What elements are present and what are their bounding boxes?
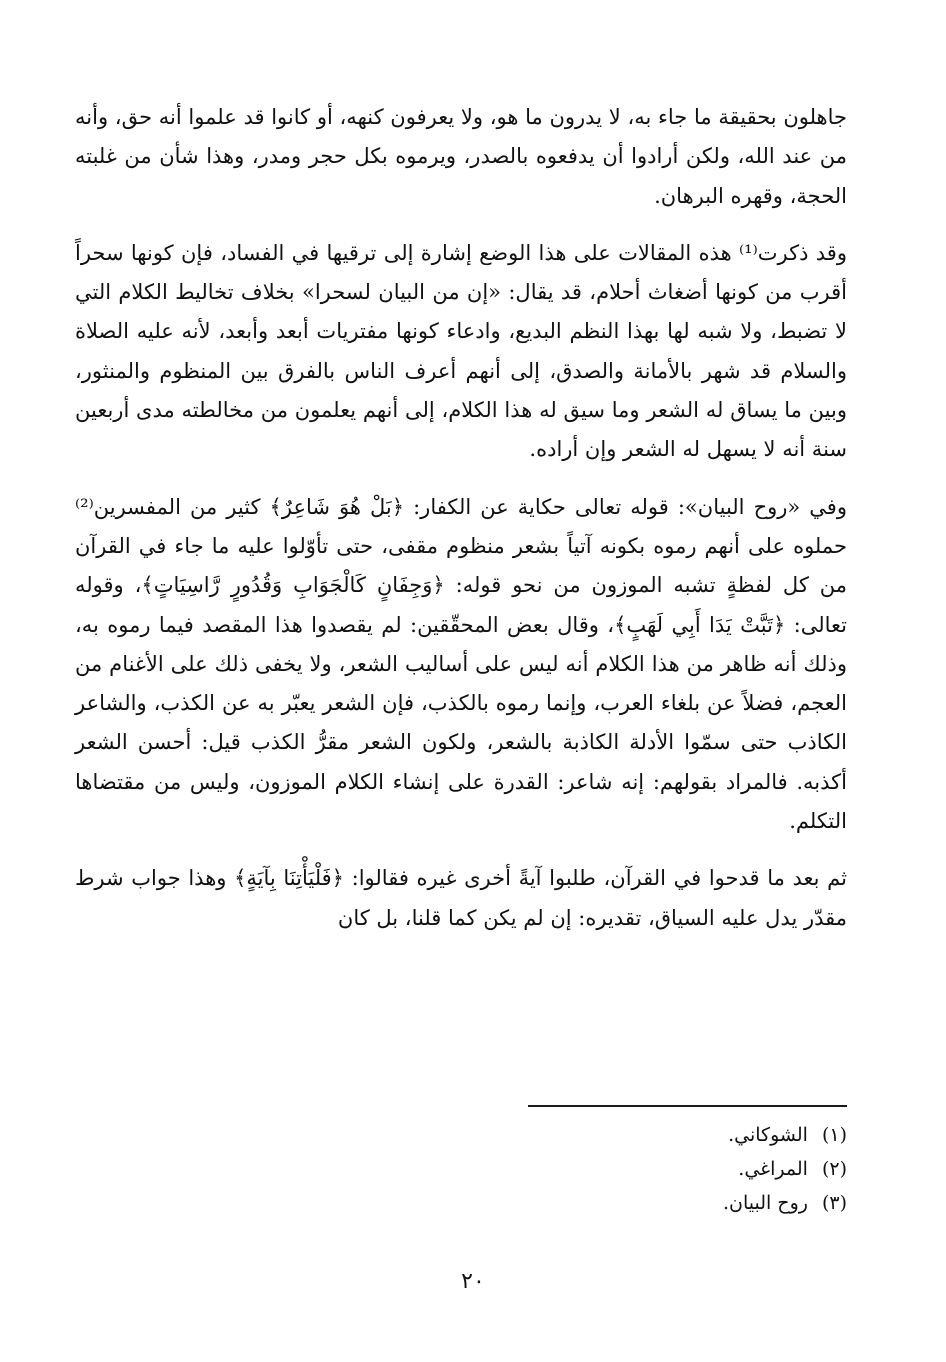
footnote-text: المراغي.	[738, 1158, 808, 1180]
paragraph-1: جاهلون بحقيقة ما جاء به، لا يدرون ما هو، ولا يعرفون كنهه، أو كانوا قد علموا أنه حق، وأنه من عند الله، ولكن أرادوا أن يدفعوه بالصدر، ويرموه بكل حجر ومدر، وهذا شأن من غلبته الحجة، وقهره البرهان.	[75, 105, 847, 208]
footnote-separator	[528, 1105, 847, 1107]
footnote-text: روح البيان.	[722, 1192, 808, 1214]
main-text	[75, 98, 847, 938]
paragraph-2: وقد ذكرت⁽¹⁾ هذه المقالات على هذا الوضع إشارة إلى ترقيها في الفساد، فإن كونها سحراً أقرب من كونها أضغاث أحلام، قد يقال: «إن من البيان لسحرا» بخلاف تخاليط الكلام التي لا تضبط، ولا شبه لها بهذا النظم البديع، وادعاء كونها مفتريات أبعد وأبعد، لأنه عليه الصلاة والسلام قد شهر بالأمانة والصدق، إلى أنهم أعرف الناس بالفرق بين المنظوم والمنثور، وبين ما يساق له الشعر وما سيق له هذا الكلام، إلى أنهم يعلمون من مخالطته مدى أربعين سنة أنه لا يسهل له الشعر وإن أراده.	[75, 240, 847, 462]
page-number: ٢٠	[461, 1269, 485, 1294]
paragraph-3: وفي «روح البيان»: قوله تعالى حكاية عن الكفار: ﴿بَلْ هُوَ شَاعِرٌ﴾ كثير من المفسرين⁽²⁾ حملوه على أنهم رموه بكونه آتياً بشعر منظوم مقفى، حتى تأوّلوا عليه ما جاء في القرآن من كل لفظةٍ تشبه الموزون من نحو قوله: ﴿وَجِفَانٍ كَالْجَوَابِ وَقُدُورٍ رَّاسِيَاتٍ﴾، وقوله تعالى: ﴿تَبَّتْ يَدَا أَبِي لَهَبٍ﴾، وقال بعض المحقّقين: لم يقصدوا هذا المقصد فيما رموه به، وذلك أنه ظاهر من هذا الكلام أنه ليس على أساليب الشعر، ولا يخفى ذلك على الأغنام من العجم، فضلاً عن بلغاء العرب، وإنما رموه بالكذب، فإن الشعر يعبّر به عن الكذب، والشاعر الكاذب حتى سمّوا الأدلة الكاذبة بالشعر، ولكون الشعر مقرُّ الكذب قيل: أحسن الشعر أكذبه. فالمراد بقولهم: إنه شاعر: القدرة على إنشاء الكلام الموزون، وليس من مقتضاها التكلم.	[75, 494, 847, 834]
footnote-3	[447, 1186, 847, 1220]
footnote-number: (٣)	[821, 1192, 847, 1214]
footnote-1	[447, 1118, 847, 1152]
footnote-2	[447, 1152, 847, 1186]
footnote-text: الشوكاني.	[728, 1124, 808, 1146]
footnote-number: (٢)	[821, 1158, 847, 1180]
paragraph-4: ثم بعد ما قدحوا في القرآن، طلبوا آيةً أخرى غيره فقالوا: ﴿فَلْيَأْتِنَا بِآيَةٍ﴾ وهذا جواب شرط مقدّر يدل عليه السياق، تقديره: إن لم يكن كما قلنا، بل كان	[75, 866, 847, 930]
footnotes	[447, 1118, 847, 1220]
footnote-number: (١)	[821, 1124, 847, 1146]
